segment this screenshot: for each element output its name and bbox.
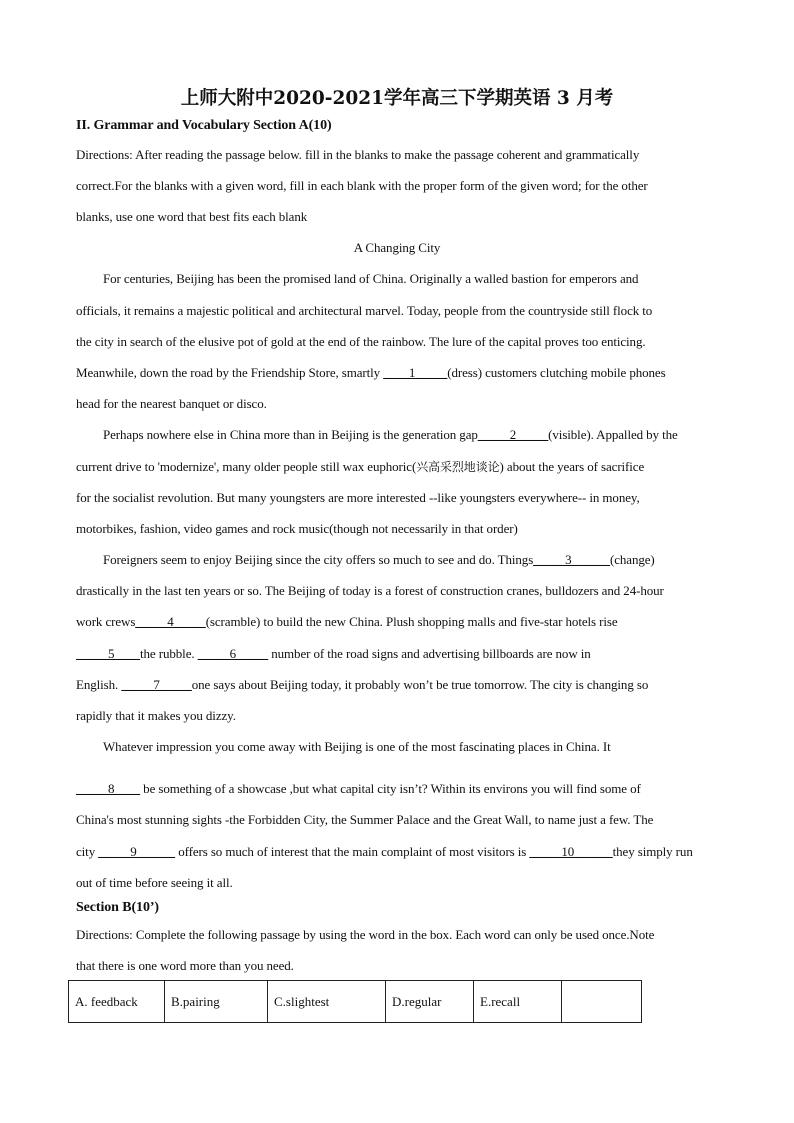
passage-line: Whatever impression you come away with Beijing is one of the most fascinating places in China. It <box>103 739 611 754</box>
passage-line: rapidly that it makes you dizzy. <box>76 708 236 723</box>
text-segment: number of the road signs and advertising billboards are now in <box>268 646 591 661</box>
passage-line: motorbikes, fashion, video games and rock music(though not necessarily in that order) <box>76 521 518 536</box>
passage-line: drastically in the last ten years or so. The Beijing of today is a forest of construction cranes, bulldozers and 24-hour <box>76 583 664 598</box>
passage-title: A Changing City <box>353 240 441 255</box>
chinese-gloss: 兴高采烈地谈论 <box>416 460 500 474</box>
word-option-c: C.slightest <box>268 981 386 1023</box>
directions-line: blanks, use one word that best fits each blank <box>76 209 308 224</box>
passage-line: For centuries, Beijing has been the promised land of China. Originally a walled bastion for emperors and <box>103 271 639 286</box>
passage-line: head for the nearest banquet or disco. <box>76 396 267 411</box>
passage-line: officials, it remains a majestic political and architectural marvel. Today, people from the countryside still flock to <box>76 303 653 318</box>
passage-line <box>76 677 648 693</box>
text-segment: work crews <box>76 614 136 629</box>
blank-2[interactable]: _____2_____ <box>477 427 549 442</box>
passage-line <box>76 458 644 475</box>
blank-4[interactable]: _____4_____ <box>135 614 206 629</box>
passage-line <box>103 552 655 568</box>
blank-6[interactable]: _____6_____ <box>197 646 269 661</box>
passage-line <box>103 427 678 443</box>
blank-10[interactable]: _____10______ <box>529 844 613 859</box>
directions-line: that there is one word more than you need. <box>76 958 294 973</box>
text-segment: be something of a showcase ,but what capital city isn’t? Within its environs you will find some of <box>140 781 641 796</box>
word-option-a: A. feedback <box>69 981 165 1023</box>
text-segment: Meanwhile, down the road by the Friendship Store, smartly <box>76 365 384 380</box>
text-segment: (visible). Appalled by the <box>548 427 678 442</box>
text-segment: current drive to 'modernize', many older people still wax euphoric( <box>76 459 417 474</box>
word-box <box>68 980 642 1023</box>
text-segment: ) about the years of sacrifice <box>499 459 645 474</box>
passage-line <box>76 614 618 630</box>
text-segment: Foreigners seem to enjoy Beijing since the city offers so much to see and do. Things <box>103 552 534 567</box>
passage-line: for the socialist revolution. But many youngsters are more interested --like youngsters everywhere-- in money, <box>76 490 640 505</box>
blank-9[interactable]: _____9______ <box>98 844 176 859</box>
text-segment: city <box>76 844 99 859</box>
blank-8[interactable]: _____8____ <box>76 781 141 796</box>
directions-line: correct.For the blanks with a given word, fill in each blank with the proper form of the given word; for the other <box>76 178 648 193</box>
passage-line: the city in search of the elusive pot of gold at the end of the rainbow. The lure of the capital proves too enticing. <box>76 334 646 349</box>
text-segment: (scramble) to build the new China. Plush shopping malls and five-star hotels rise <box>205 614 618 629</box>
passage-line <box>76 646 591 662</box>
passage-line <box>76 365 666 381</box>
text-segment: the rubble. <box>140 646 198 661</box>
text-segment: (dress) customers clutching mobile phones <box>447 365 666 380</box>
text-segment: (change) <box>609 552 655 567</box>
section-a-heading: II. Grammar and Vocabulary Section A(10) <box>76 118 332 133</box>
text-segment: English. <box>76 677 122 692</box>
passage-line: out of time before seeing it all. <box>76 875 233 890</box>
word-box-row <box>69 981 642 1023</box>
passage-line <box>76 781 641 797</box>
word-option-empty <box>562 981 642 1023</box>
word-option-e: E.recall <box>474 981 562 1023</box>
text-segment: one says about Beijing today, it probably won’t be true tomorrow. The city is changing so <box>191 677 649 692</box>
section-b-heading: Section B(10’) <box>76 900 159 915</box>
blank-7[interactable]: _____7_____ <box>121 677 192 692</box>
directions-line: Directions: Complete the following passage by using the word in the box. Each word can only be used once.Note <box>76 927 655 942</box>
directions-line: Directions: After reading the passage below. fill in the blanks to make the passage coherent and grammatically <box>76 147 640 162</box>
text-segment: offers so much of interest that the main complaint of most visitors is <box>175 844 530 859</box>
blank-1[interactable]: ____1_____ <box>383 365 448 380</box>
word-option-b: B.pairing <box>165 981 268 1023</box>
page-title: 上师大附中2020-2021学年高三下学期英语 3 月考 <box>180 88 614 109</box>
passage-line <box>76 844 693 860</box>
word-option-d: D.regular <box>386 981 474 1023</box>
passage-line: China's most stunning sights -the Forbidden City, the Summer Palace and the Great Wall, to name just a few. The <box>76 812 654 827</box>
text-segment: they simply run <box>612 844 693 859</box>
blank-5[interactable]: _____5____ <box>76 646 141 661</box>
blank-3[interactable]: _____3______ <box>533 552 610 567</box>
text-segment: Perhaps nowhere else in China more than in Beijing is the generation gap <box>103 427 478 442</box>
